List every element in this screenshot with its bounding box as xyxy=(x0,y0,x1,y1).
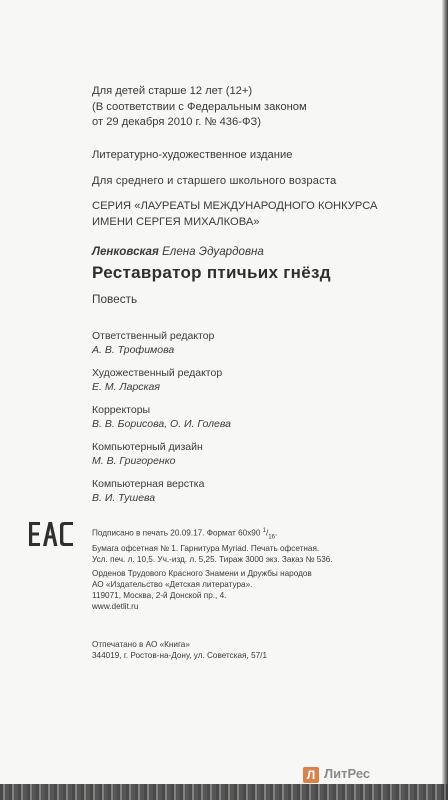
publisher-info xyxy=(92,568,312,612)
print-info-line: Усл. печ. л. 10,5. Уч.-изд. л. 5,25. Тираж 3000 экз. Заказ № 536. xyxy=(92,555,333,565)
credit-block xyxy=(92,403,231,431)
series-name xyxy=(92,198,378,230)
credit-role: Корректоры xyxy=(92,404,151,416)
age-rating-line: (В соответствии с Федеральным законом xyxy=(92,100,307,113)
scan-bottom-strip xyxy=(0,784,448,800)
credit-name: А. В. Трофимова xyxy=(92,344,175,356)
page-edge-shadow xyxy=(442,0,448,800)
publisher-line: АО «Издательство «Детская литература». xyxy=(92,580,253,589)
series-line: ИМЕНИ СЕРГЕЯ МИХАЛКОВА» xyxy=(92,216,260,228)
publisher-website: www.detlit.ru xyxy=(92,602,139,611)
book-title: Реставратор птичьих гнёзд xyxy=(92,263,331,282)
credit-block xyxy=(92,366,222,394)
print-format-text: Подписано в печать 20.09.17. Формат 60x90 xyxy=(92,528,263,538)
format-fraction-denominator: 16 xyxy=(268,534,275,541)
eac-mark-icon xyxy=(29,522,73,546)
age-rating xyxy=(92,84,307,131)
print-info xyxy=(92,526,333,565)
litres-logo-icon: Л xyxy=(303,767,319,783)
credit-role: Ответственный редактор xyxy=(92,330,215,342)
credit-name: В. В. Борисова, О. И. Голева xyxy=(92,418,231,430)
printing-house-line: Отпечатано в АО «Книга» xyxy=(92,640,190,649)
audience: Для среднего и старшего школьного возраста xyxy=(92,175,337,187)
genre: Повесть xyxy=(92,292,138,306)
credit-name: В. И. Тушева xyxy=(92,492,156,504)
credit-name: М. В. Григоренко xyxy=(92,455,176,467)
author-given-names: Елена Эдуардовна xyxy=(162,245,264,258)
litres-watermark-text: ЛитРес xyxy=(324,766,371,781)
print-format-suffix: . xyxy=(274,528,278,538)
credit-role: Компьютерная верстка xyxy=(92,478,205,490)
printing-house-line: 344019, г. Ростов-на-Дону, ул. Советская, 57/1 xyxy=(92,651,268,660)
credit-block xyxy=(92,477,204,505)
format-fraction-numerator: 1 xyxy=(262,528,267,534)
credit-block xyxy=(92,440,203,468)
author-name xyxy=(92,245,264,258)
age-rating-line: Для детей старше 12 лет (12+) xyxy=(92,85,253,97)
series-line: СЕРИЯ «ЛАУРЕАТЫ МЕЖДУНАРОДНОГО КОНКУРСА xyxy=(92,200,378,212)
author-surname: Ленковская xyxy=(92,245,159,258)
print-info-line: Подписано в печать 20.09.17. Формат 60x90 $^1/_{16}$. xyxy=(92,528,278,541)
credit-block xyxy=(92,329,214,357)
printing-house-info xyxy=(92,639,267,661)
age-rating-line: от 29 декабря 2010 г. № 436-ФЗ) xyxy=(92,116,261,128)
credit-name: Е. М. Ларская xyxy=(92,381,160,393)
publisher-line: Орденов Трудового Красного Знамени и Дружбы народов xyxy=(92,569,312,578)
edition-type: Литературно-художественное издание xyxy=(92,149,293,161)
credit-role: Компьютерный дизайн xyxy=(92,441,203,453)
publisher-line: 119071, Москва, 2-й Донской пр., 4. xyxy=(92,591,227,600)
print-info-line: Бумага офсетная № 1. Гарнитура Myriad. Печать офсетная. xyxy=(92,544,320,554)
credit-role: Художественный редактор xyxy=(92,367,223,379)
